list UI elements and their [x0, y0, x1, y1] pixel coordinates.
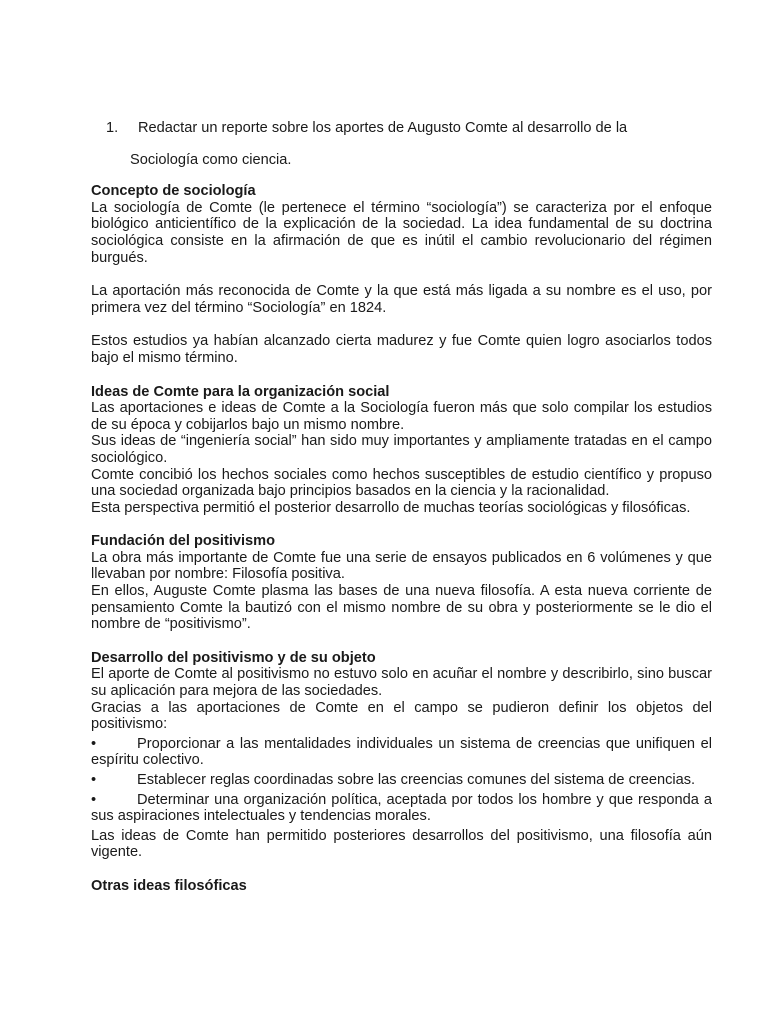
paragraph: Sus ideas de “ingeniería social” han sido muy importantes y ampliamente tratadas en el campo sociológico.: [91, 433, 712, 466]
paragraph: La obra más importante de Comte fue una serie de ensayos publicados en 6 volúmenes y que llevaban por nombre: Filosofía positiva.: [91, 549, 712, 583]
paragraph: Estos estudios ya habían alcanzado cierta madurez y fue Comte quien logro asociarlos todos bajo el mismo término.: [91, 333, 712, 366]
paragraph: El aporte de Comte al positivismo no estuvo solo en acuñar el nombre y describirlo, sino buscar su aplicación para mejora de las sociedades.: [91, 666, 712, 700]
bullet-icon: •: [91, 772, 97, 788]
paragraph: Esta perspectiva permitió el posterior desarrollo de muchas teorías sociológicas y filosóficas.: [91, 499, 691, 516]
paragraph: Las ideas de Comte han permitido posteriores desarrollos del positivismo, una filosofía aún vigente.: [91, 827, 712, 861]
paragraph: La aportación más reconocida de Comte y la que está más ligada a su nombre es el uso, por primera vez del término “Sociología” en 1824.: [91, 283, 712, 316]
document-body: [91, 114, 712, 895]
paragraph: La sociología de Comte (le pertenece el término “sociología”) se caracteriza por el enfoque biológico anticientífico de la explicación de la sociedad. La idea fundamental de su doctrina sociológica consiste en la afirmación de que es inútil el cambio revolucionario del régimen burgués.: [91, 199, 712, 266]
list-item-text: Establecer reglas coordinadas sobre las creencias comunes del sistema de creencias.: [137, 772, 696, 788]
heading-ideas: Ideas de Comte para la organización social: [91, 383, 390, 400]
list-item-text: Determinar una organización política, aceptada por todos los hombre y que responda a sus aspiraciones intelectuales y tendencias morales.: [91, 791, 712, 825]
heading-fundacion: Fundación del positivismo: [91, 533, 276, 550]
paragraph: En ellos, Auguste Comte plasma las bases de una nueva filosofía. A esta nueva corriente de pensamiento Comte la bautizó con el mismo nombre de su obra y posteriormente se le dio el nombre de “positivismo”.: [91, 583, 712, 633]
heading-desarrollo: Desarrollo del positivismo y de su objeto: [91, 649, 376, 666]
paragraph: Las aportaciones e ideas de Comte a la Sociología fueron más que solo compilar los estudios de su época y cobijarlos bajo un mismo nombre.: [91, 400, 712, 433]
list-item-text: Proporcionar a las mentalidades individuales un sistema de creencias que unifiquen el espíritu colectivo.: [91, 735, 712, 769]
bullet-icon: •: [91, 791, 97, 808]
paragraph: Gracias a las aportaciones de Comte en el campo se pudieron definir los objetos del positivismo:: [91, 699, 712, 733]
task-text-line1: Redactar un reporte sobre los aportes de Augusto Comte al desarrollo de la: [138, 120, 628, 136]
list-item: [91, 772, 712, 789]
paragraph: Comte concibió los hechos sociales como hechos susceptibles de estudio científico y propuso una sociedad organizada bajo principios basados en la ciencia y la racionalidad.: [91, 466, 712, 500]
list-item: [91, 792, 712, 825]
numbered-task: [91, 114, 712, 168]
bullet-icon: •: [91, 735, 97, 752]
task-text-line2: Sociología como ciencia.: [130, 151, 292, 168]
heading-otras: Otras ideas filosóficas: [91, 877, 247, 894]
task-number: 1.: [106, 120, 119, 136]
heading-concepto: Concepto de sociología: [91, 183, 256, 200]
list-item: [91, 736, 712, 769]
